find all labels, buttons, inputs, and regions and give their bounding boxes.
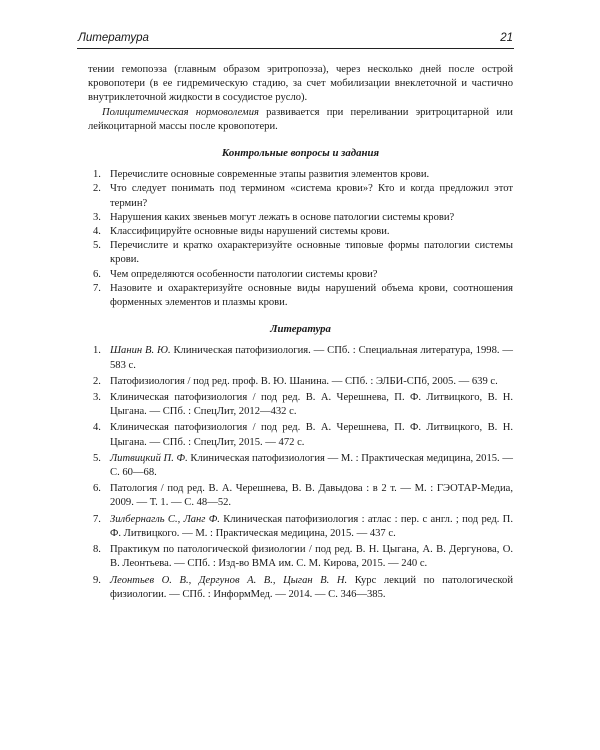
reference-number: 1. [93, 345, 101, 357]
question-number: 4. [93, 226, 101, 238]
question-item [88, 268, 513, 282]
reference-text: Патология / под ред. В. А. Черешнева, В. В. Давыдова : в 2 т. — М. : ГЭОТАР-Медиа, 2009. — Т. 1. — С. 48—52. [110, 483, 513, 509]
reference-text: Клиническая патофизиология : атлас : пер. с англ. ; под ред. П. Ф. Литвицкого. — М. : Практическая медицина, 2015. — 437 с. [110, 513, 513, 539]
reference-text: Практикум по патологической физиологии / под ред. В. Н. Цыгана, А. В. Дергунова, О. В. Леонтьева. — СПб. : Изд-во ВМА им. С. М. Кирова, 2015. — 240 с. [110, 544, 513, 570]
reference-author: Шанин В. Ю. [110, 345, 171, 357]
questions-heading: Контрольные вопросы и задания [221, 147, 380, 160]
questions-list [88, 168, 513, 310]
reference-text: Клиническая патофизиология / под ред. В. А. Черешнева, П. Ф. Литвицкого, В. Н. Цыгана. — СПб. : СпецЛит, 2015. — 472 с. [110, 422, 513, 448]
references-heading: Литература [270, 323, 331, 336]
reference-item [88, 421, 513, 449]
reference-number: 8. [93, 544, 101, 556]
question-number: 2. [93, 183, 101, 195]
reference-number: 5. [93, 452, 101, 464]
reference-number: 6. [93, 483, 101, 495]
question-text: Нарушения каких звеньев могут лежать в основе патологии системы крови? [110, 211, 455, 223]
question-text: Классифицируйте основные виды нарушений системы крови. [110, 226, 390, 238]
question-number: 6. [93, 268, 101, 280]
reference-text: Клиническая патофизиология — М. : Практическая медицина, 2015. — С. 60—68. [110, 452, 513, 479]
reference-text: Патофизиология / под ред. проф. В. Ю. Шанина. — СПб. : ЭЛБИ-СПб, 2005. — 639 с. [110, 375, 498, 387]
question-number: 7. [93, 282, 101, 294]
reference-number: 2. [93, 375, 101, 387]
page-number: 21 [500, 32, 513, 44]
question-number: 5. [93, 240, 101, 252]
question-number: 1. [93, 169, 101, 181]
reference-author: Леонтьев О. В., Дергунов А. В., Цыган В. Н. [110, 574, 348, 586]
polycythemic-paragraph [88, 106, 513, 134]
question-item [88, 282, 513, 310]
reference-number: 3. [93, 392, 101, 404]
reference-author: Литвицкий П. Ф. [110, 452, 188, 464]
references-list [88, 344, 513, 601]
reference-text: Курс лекций по патологической физиологии. — СПб. : ИнформМед. — 2014. — С. 346—385. [110, 574, 514, 600]
reference-item [88, 574, 513, 602]
reference-item [88, 513, 513, 541]
reference-item [88, 391, 513, 419]
term-polycythemic-normovolemia: Полицитемическая нормоволемия [102, 106, 259, 118]
question-text: Чем определяются особенности патологии системы крови? [110, 268, 378, 280]
question-text: Назовите и охарактеризуйте основные виды нарушений объема крови, соотношения форменных элементов и плазмы крови. [110, 282, 513, 309]
reference-number: 7. [93, 513, 101, 525]
reference-item [88, 375, 513, 389]
question-item [88, 168, 513, 182]
question-number: 3. [93, 211, 101, 223]
reference-number: 4. [93, 422, 101, 434]
reference-number: 9. [93, 574, 101, 586]
reference-text: Клиническая патофизиология / под ред. В. А. Черешнева, П. Ф. Литвицкого, В. Н. Цыгана. — СПб. : СпецЛит, 2012—432 с. [110, 392, 513, 418]
intro-paragraph: тении гемопоэза (главным образом эритропоэза), через несколько дней после острой кровопотери (в ее гидремическую стадию, за счет мобилизации внеклеточной и частично внутриклеточной жидкости в сосудистое русло). [88, 64, 513, 104]
polycythemic-paragraph-text: развивается при переливании эритроцитарной или лейкоцитарной массы после кровопотери. [88, 106, 513, 132]
reference-item [88, 344, 513, 372]
question-item [88, 225, 513, 239]
reference-item [88, 482, 513, 510]
running-header-title: Литература [78, 32, 149, 44]
reference-item [88, 543, 513, 571]
question-item [88, 182, 513, 210]
question-text: Перечислите и кратко охарактеризуйте основные типовые формы патологии системы крови. [110, 240, 513, 266]
question-text: Что следует понимать под термином «система крови»? Кто и когда предложил этот термин? [110, 183, 513, 209]
reference-item [88, 452, 513, 480]
question-text: Перечислите основные современные этапы развития элементов крови. [110, 169, 430, 181]
reference-author: Зилбернагль С., Ланг Ф. [110, 513, 220, 525]
question-item [88, 211, 513, 225]
running-header [77, 30, 514, 49]
question-item [88, 239, 513, 267]
reference-text: Клиническая патофизиология. — СПб. : Специальная литература, 1998. — 583 с. [110, 345, 514, 371]
page-content [88, 63, 513, 604]
